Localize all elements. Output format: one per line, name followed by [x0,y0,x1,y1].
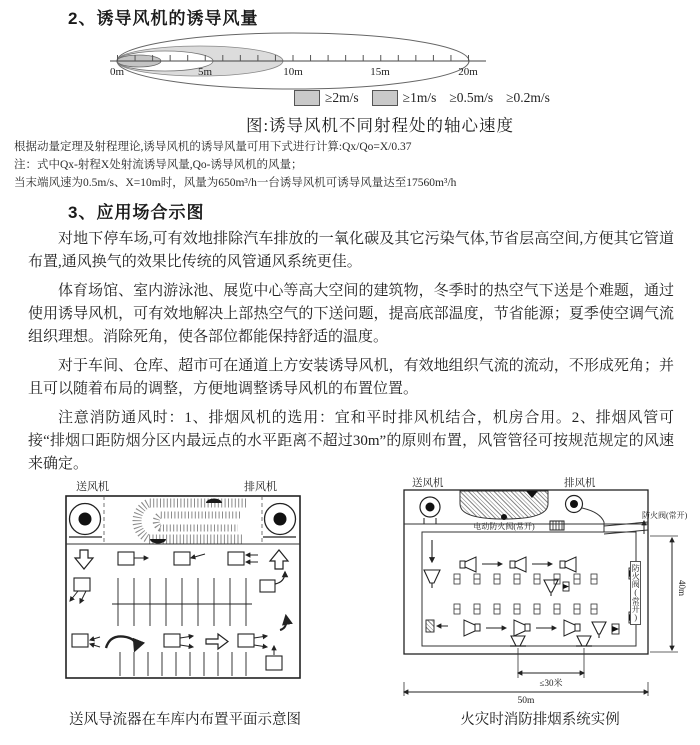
width-dimension-label: 50m [517,696,535,704]
air-deflector-icon [72,634,100,647]
paragraph-parking: 对地下停车场,可有效地排除汽车排放的一氧化碳及其它污染气体,节省层高空间,方便其它管道布置,通风换气的效果比传统的风管通风系统更佳。 [28,231,674,270]
fire-damper-top-label: 防火阀(常开) [642,511,688,520]
smoke-outlet-icon [510,636,526,646]
air-deflector-icon [260,572,285,592]
exhaust-grille-icon [592,622,619,638]
exhaust-grille-icon [544,580,569,596]
section2-heading: 2、诱导风机的诱导风量 [68,9,259,28]
jet-velocity-plot [92,28,502,94]
legend-label: ≥1m/s [402,90,437,105]
calculation-notes [14,138,684,192]
ramp-grid [460,491,548,520]
air-deflector-icon [174,552,205,565]
legend-item [294,90,359,106]
air-deflector-icon [118,552,148,565]
height-dimension-label: 40m [677,579,687,597]
up-arrow-icon [270,550,288,569]
induced-fan-row-1 [460,557,576,572]
span-dimension-label: ≤30米 [539,678,563,688]
tick-20m: 20m [458,66,478,78]
fire-diagram-caption: 火灾时消防排烟系统实例 [460,712,620,728]
exhaust-fan-icon [566,496,583,513]
body-paragraphs [28,228,674,482]
legend-label: ≥0.2m/s [506,90,550,105]
exhaust-fan-label: 排风机 [244,481,277,493]
exhaust-grille-icon [424,570,440,588]
section3-heading: 3、应用场合示图 [68,203,205,222]
paragraph-stadium: 体育场馆、室内游泳池、展览中心等高大空间的建筑物，冬季时的热空气下送是个难题，通过使用诱导风机，可有效地解决上部热空气的下送问题，提高底部温度，节省能源；夏季使空调气流组织理想。消除死角，使各部位都能保持舒适的温度。 [28,283,674,345]
note-line-2: 注：式中Qx-射程X处射流诱导风量,Qo-诱导风机的风量； [14,159,303,171]
parking-stalls-lower [120,652,246,676]
curved-flow-arrow-icon [106,636,136,650]
supply-wall-grille-icon [426,620,448,632]
legend-item [449,90,493,106]
garage-diagram-caption: 送风导流器在车库内布置平面示意图 [69,712,301,728]
velocity-legend [294,90,550,106]
jet-velocity-figure [92,28,502,94]
air-deflector-icon [70,578,90,603]
electric-fire-damper-icon [550,521,564,530]
air-deflector-icon [266,646,282,670]
right-arrow-icon [206,634,228,649]
fire-damper-side-label: 防火阀(常开) [630,561,641,625]
note-line-1: 根据动量定理及射程理论,诱导风机的诱导风量可用下式进行计算:Qx/Qo=X/0.37 [14,141,412,153]
air-deflector-icon [228,552,258,565]
legend-swatch-1ms [372,90,398,106]
air-deflector-icon [164,634,193,647]
supply-fan-icon [420,497,440,524]
exhaust-duct [582,508,648,534]
smoke-outlet-icon [576,636,592,646]
fire-smoke-diagram [398,476,698,709]
span-dimension [518,648,584,678]
legend-swatch-2ms [294,90,320,106]
paragraph-fire-note: 注意消防通风时：1、排烟风机的选用：宜和平时排风机结合，机房合用。2、排烟风管可接“排烟口距防烟分区内最远点的水平距离不超过30m”的原则布置，风管管径可按规范规定的风速来确定。 [28,410,674,472]
airflow-hatch-duct [137,499,246,544]
legend-label: ≥2m/s [325,90,359,105]
exhaust-fan-label: 排风机 [564,478,596,489]
supply-fan-label: 送风机 [412,478,444,489]
car-markers-row-2 [454,604,597,614]
supply-fan-icon [69,504,102,538]
car-markers-row-1 [454,574,597,584]
width-dimension [404,682,648,696]
electric-damper-label: 电动防火阀(常开) [473,522,535,531]
parking-stalls-upper [112,578,252,626]
down-arrow-icon [75,550,93,569]
legend-label: ≥0.5m/s [449,90,494,105]
air-deflector-icon [238,634,267,647]
legend-item [372,90,437,106]
curved-up-arrow-icon [280,616,286,630]
induced-fan-row-2 [464,620,580,636]
figure-caption: 图:诱导风机不同射程处的轴心速度 [245,116,515,135]
height-dimension [650,536,678,652]
paragraph-workshop: 对于车间、仓库、超市可在通道上方安装诱导风机，有效地组织气流的流动，不形成死角；并且可以随着布局的调整，方便地调整诱导风机的布置位置。 [28,358,674,397]
legend-item [506,90,550,106]
garage-layout-diagram [60,478,306,689]
exhaust-fan-icon [263,504,296,538]
tick-10m: 10m [283,66,303,78]
tick-15m: 15m [370,66,390,78]
tick-5m: 5m [197,66,213,78]
room-outline [422,532,636,646]
supply-fan-label: 送风机 [76,481,109,493]
note-line-3: 当末端风速为0.5m/s、X=10m时，风量为650m³/h一台诱导风机可诱导风量达至17560m³/h [14,177,457,189]
tick-0m: 0m [109,66,125,78]
